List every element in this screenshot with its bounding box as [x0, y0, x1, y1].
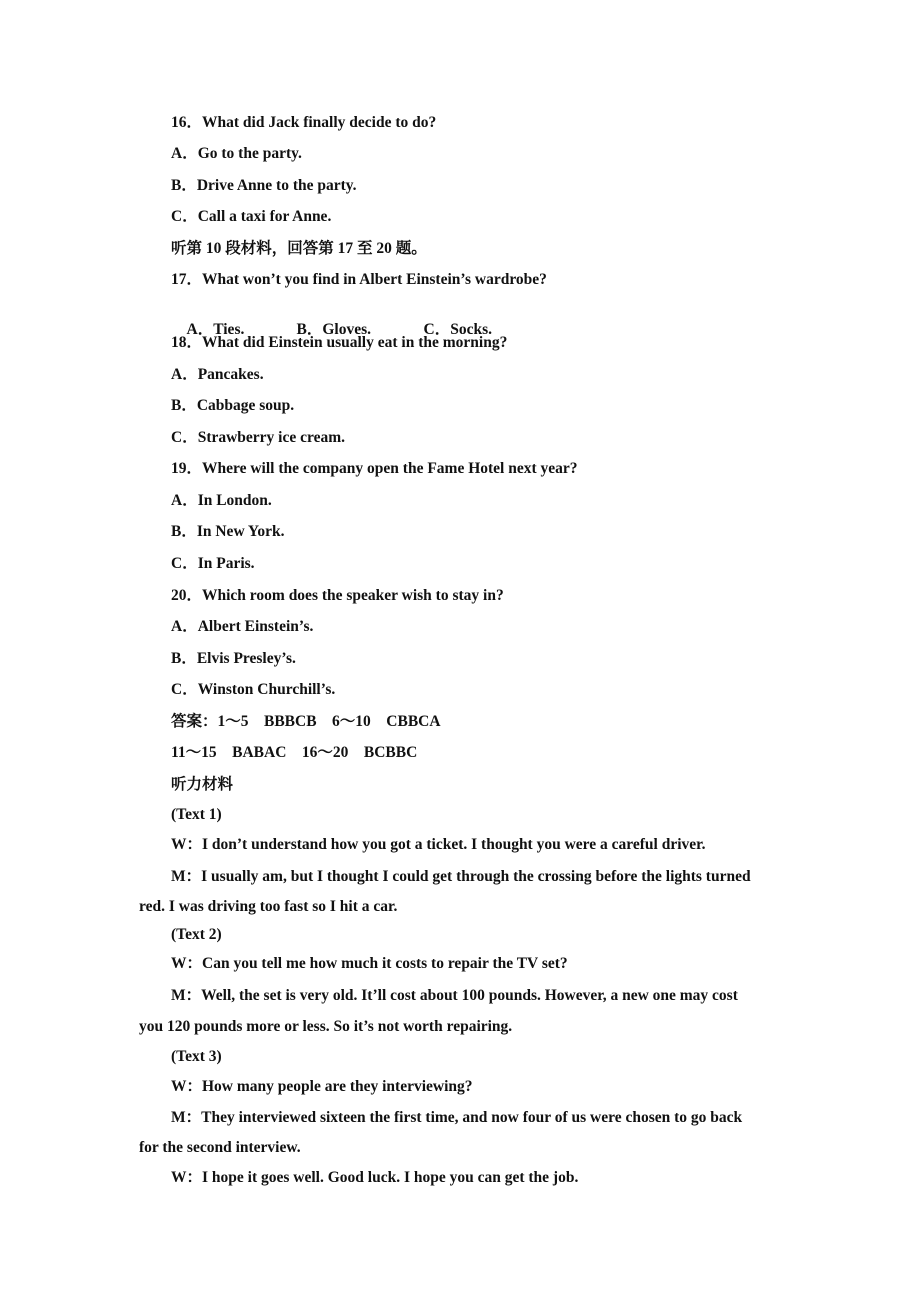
- question-18-option-b: B．Cabbage soup.: [171, 397, 295, 414]
- question-16-stem: 16．What did Jack finally decide to do?: [171, 114, 437, 131]
- question-20-option-a: A．Albert Einstein’s.: [171, 618, 314, 635]
- transcript-text2-woman-1: W：Can you tell me how much it costs to repair the TV set?: [171, 955, 568, 972]
- transcript-text3-man-1-continued: for the second interview.: [139, 1139, 301, 1156]
- question-18-stem: 18．What did Einstein usually eat in the morning?: [171, 334, 508, 351]
- question-17-option-b: B．Gloves.: [296, 321, 371, 338]
- answer-key-line-1: 答案：1～5 BBBCB 6～10 CBBCA: [171, 713, 441, 730]
- transcript-text3-man-1: M：They interviewed sixteen the first time, and now four of us were chosen to go back: [171, 1109, 743, 1126]
- question-19-option-c: C．In Paris.: [171, 555, 255, 572]
- question-18-option-c: C．Strawberry ice cream.: [171, 429, 346, 446]
- transcript-text2-label: (Text 2): [171, 926, 222, 943]
- question-20-option-c: C．Winston Churchill’s.: [171, 681, 336, 698]
- transcript-text2-man-1: M：Well, the set is very old. It’ll cost about 100 pounds. However, a new one may cost: [171, 987, 738, 1004]
- transcript-text3-label: (Text 3): [171, 1048, 222, 1065]
- question-19-stem: 19．Where will the company open the Fame Hotel next year?: [171, 460, 578, 477]
- question-17-option-c: C．Socks.: [423, 321, 492, 338]
- transcript-text1-label: (Text 1): [171, 806, 222, 823]
- transcript-text3-woman-1: W：How many people are they interviewing?: [171, 1078, 473, 1095]
- transcript-text1-man-1-continued: red. I was driving too fast so I hit a car.: [139, 898, 398, 915]
- question-16-option-a: A．Go to the party.: [171, 145, 302, 162]
- question-19-option-b: B．In New York.: [171, 523, 285, 540]
- answer-key-line-2: 11～15 BABAC 16～20 BCBBC: [171, 744, 418, 761]
- transcript-text1-woman-1: W：I don’t understand how you got a ticket. I thought you were a careful driver.: [171, 836, 706, 853]
- transcript-text2-man-1-continued: you 120 pounds more or less. So it’s not worth repairing.: [139, 1018, 513, 1035]
- question-20-stem: 20．Which room does the speaker wish to stay in?: [171, 587, 504, 604]
- question-16-option-b: B．Drive Anne to the party.: [171, 177, 357, 194]
- question-17-option-a: A．Ties.: [186, 321, 245, 338]
- transcript-text1-man-1: M：I usually am, but I thought I could get through the crossing before the lights turned: [171, 868, 751, 885]
- question-20-option-b: B．Elvis Presley’s.: [171, 650, 296, 667]
- question-17-stem: 17．What won’t you find in Albert Einstein’s wardrobe?: [171, 271, 547, 288]
- question-18-option-a: A．Pancakes.: [171, 366, 264, 383]
- transcript-text3-woman-2: W：I hope it goes well. Good luck. I hope you can get the job.: [171, 1169, 579, 1186]
- transcript-heading: 听力材料: [171, 776, 234, 793]
- question-16-option-c: C．Call a taxi for Anne.: [171, 208, 332, 225]
- question-19-option-a: A．In London.: [171, 492, 272, 509]
- section-instruction-text10: 听第 10 段材料，回答第 17 至 20 题。: [171, 240, 427, 257]
